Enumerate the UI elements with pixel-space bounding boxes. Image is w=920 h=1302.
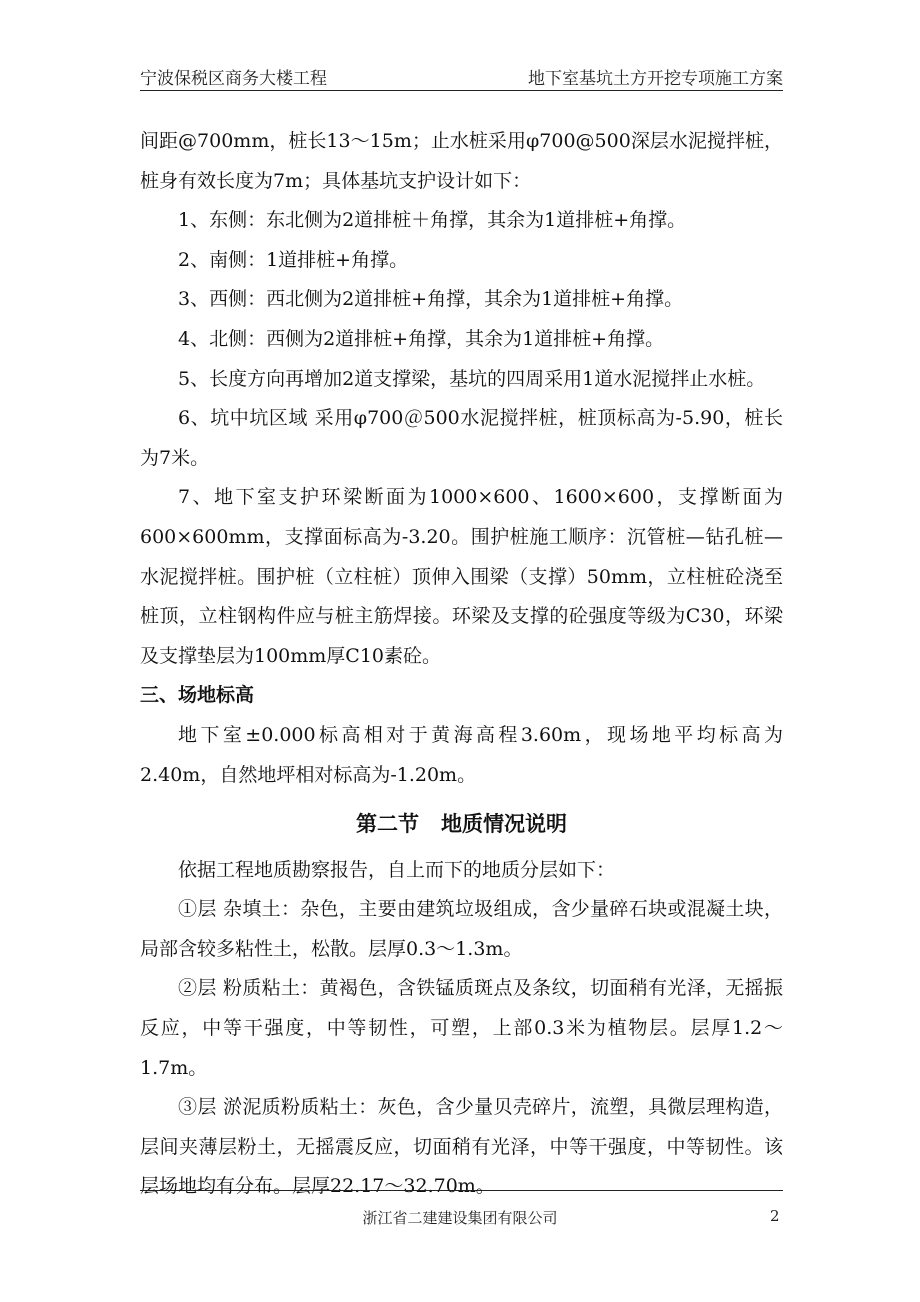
paragraph-north-side: 4、北侧：西侧为2道排桩+角撑，其余为1道排桩+角撑。 [178, 327, 665, 350]
paragraph-ring-beam: 7、地下室支护环梁断面为1000×600、1600×600，支撑断面为600×600mm，支撑面标高为-3.20。围护桩施工顺序：沉管桩—钻孔桩—水泥搅拌桩。围护桩（立柱桩）顶伸入围梁（支撑）50mm，立柱桩砼浇至桩顶，立柱钢构件应与桩主筋焊接。环梁及支撑的砼强度等级为C30，环梁及支撑垫层为100mm厚C10素砼。 [140, 486, 783, 667]
heading-site-elevation: 三、场地标高 [140, 684, 255, 707]
paragraph-east-side: 1、东侧：东北侧为2道排桩＋角撑，其余为1道排桩+角撑。 [178, 209, 687, 232]
paragraph-layer-1: ①层 杂填土：杂色，主要由建筑垃圾组成，含少量碎石块或混凝土块，局部含较多粘性土，松散。层厚0.3～1.3m。 [140, 898, 783, 960]
paragraph-pit-in-pit: 6、坑中坑区域 采用φ700＠500水泥搅拌桩，桩顶标高为-5.90，桩长为7米。 [140, 407, 783, 469]
paragraph-elevation: 地下室±0.000标高相对于黄海高程3.60m，现场地平均标高为2.40m，自然地坪相对标高为-1.20m。 [140, 723, 783, 786]
section-number: 第二节 [356, 812, 419, 837]
paragraph-south-side: 2、南侧：1道排桩+角撑。 [178, 248, 409, 271]
paragraph-layer-3: ③层 淤泥质粉质粘土：灰色，含少量贝壳碎片，流塑，具微层理构造，层间夹薄层粉土，无摇震反应，切面稍有光泽，中等干强度，中等韧性。该层场地均有分布。层厚22.17～32.70m。 [140, 1096, 783, 1198]
paragraph-geo-intro: 依据工程地质勘察报告，自上而下的地质分层如下： [178, 858, 616, 881]
section-title: 地质情况说明 [441, 812, 567, 837]
paragraph-west-side: 3、西侧：西北侧为2道排桩+角撑，其余为1道排桩+角撑。 [178, 288, 684, 311]
page-number: 2 [770, 1207, 780, 1225]
paragraph-pile-spacing: 间距@700mm，桩长13～15m；止水桩采用φ700@500深层水泥搅拌桩，桩身有效长度为7m；具体基坑支护设计如下： [140, 130, 783, 192]
document-body [140, 122, 783, 1207]
page-header [140, 62, 783, 91]
footer-company: 浙江省二建建设集团有限公司 [362, 1209, 558, 1227]
paragraph-support-beams: 5、长度方向再增加2道支撑梁，基坑的四周采用1道水泥搅拌止水桩。 [178, 367, 766, 390]
paragraph-layer-2: ②层 粉质粘土：黄褐色，含铁锰质斑点及条纹，切面稍有光泽，无摇振反应，中等干强度，中等韧性，可塑，上部0.3米为植物层。层厚1.2～1.7m。 [140, 977, 783, 1079]
footer-divider [140, 1190, 783, 1191]
header-project-name: 宁波保税区商务大楼工程 [140, 69, 327, 89]
header-document-title: 地下室基坑土方开挖专项施工方案 [528, 69, 783, 89]
section-heading [140, 805, 783, 845]
